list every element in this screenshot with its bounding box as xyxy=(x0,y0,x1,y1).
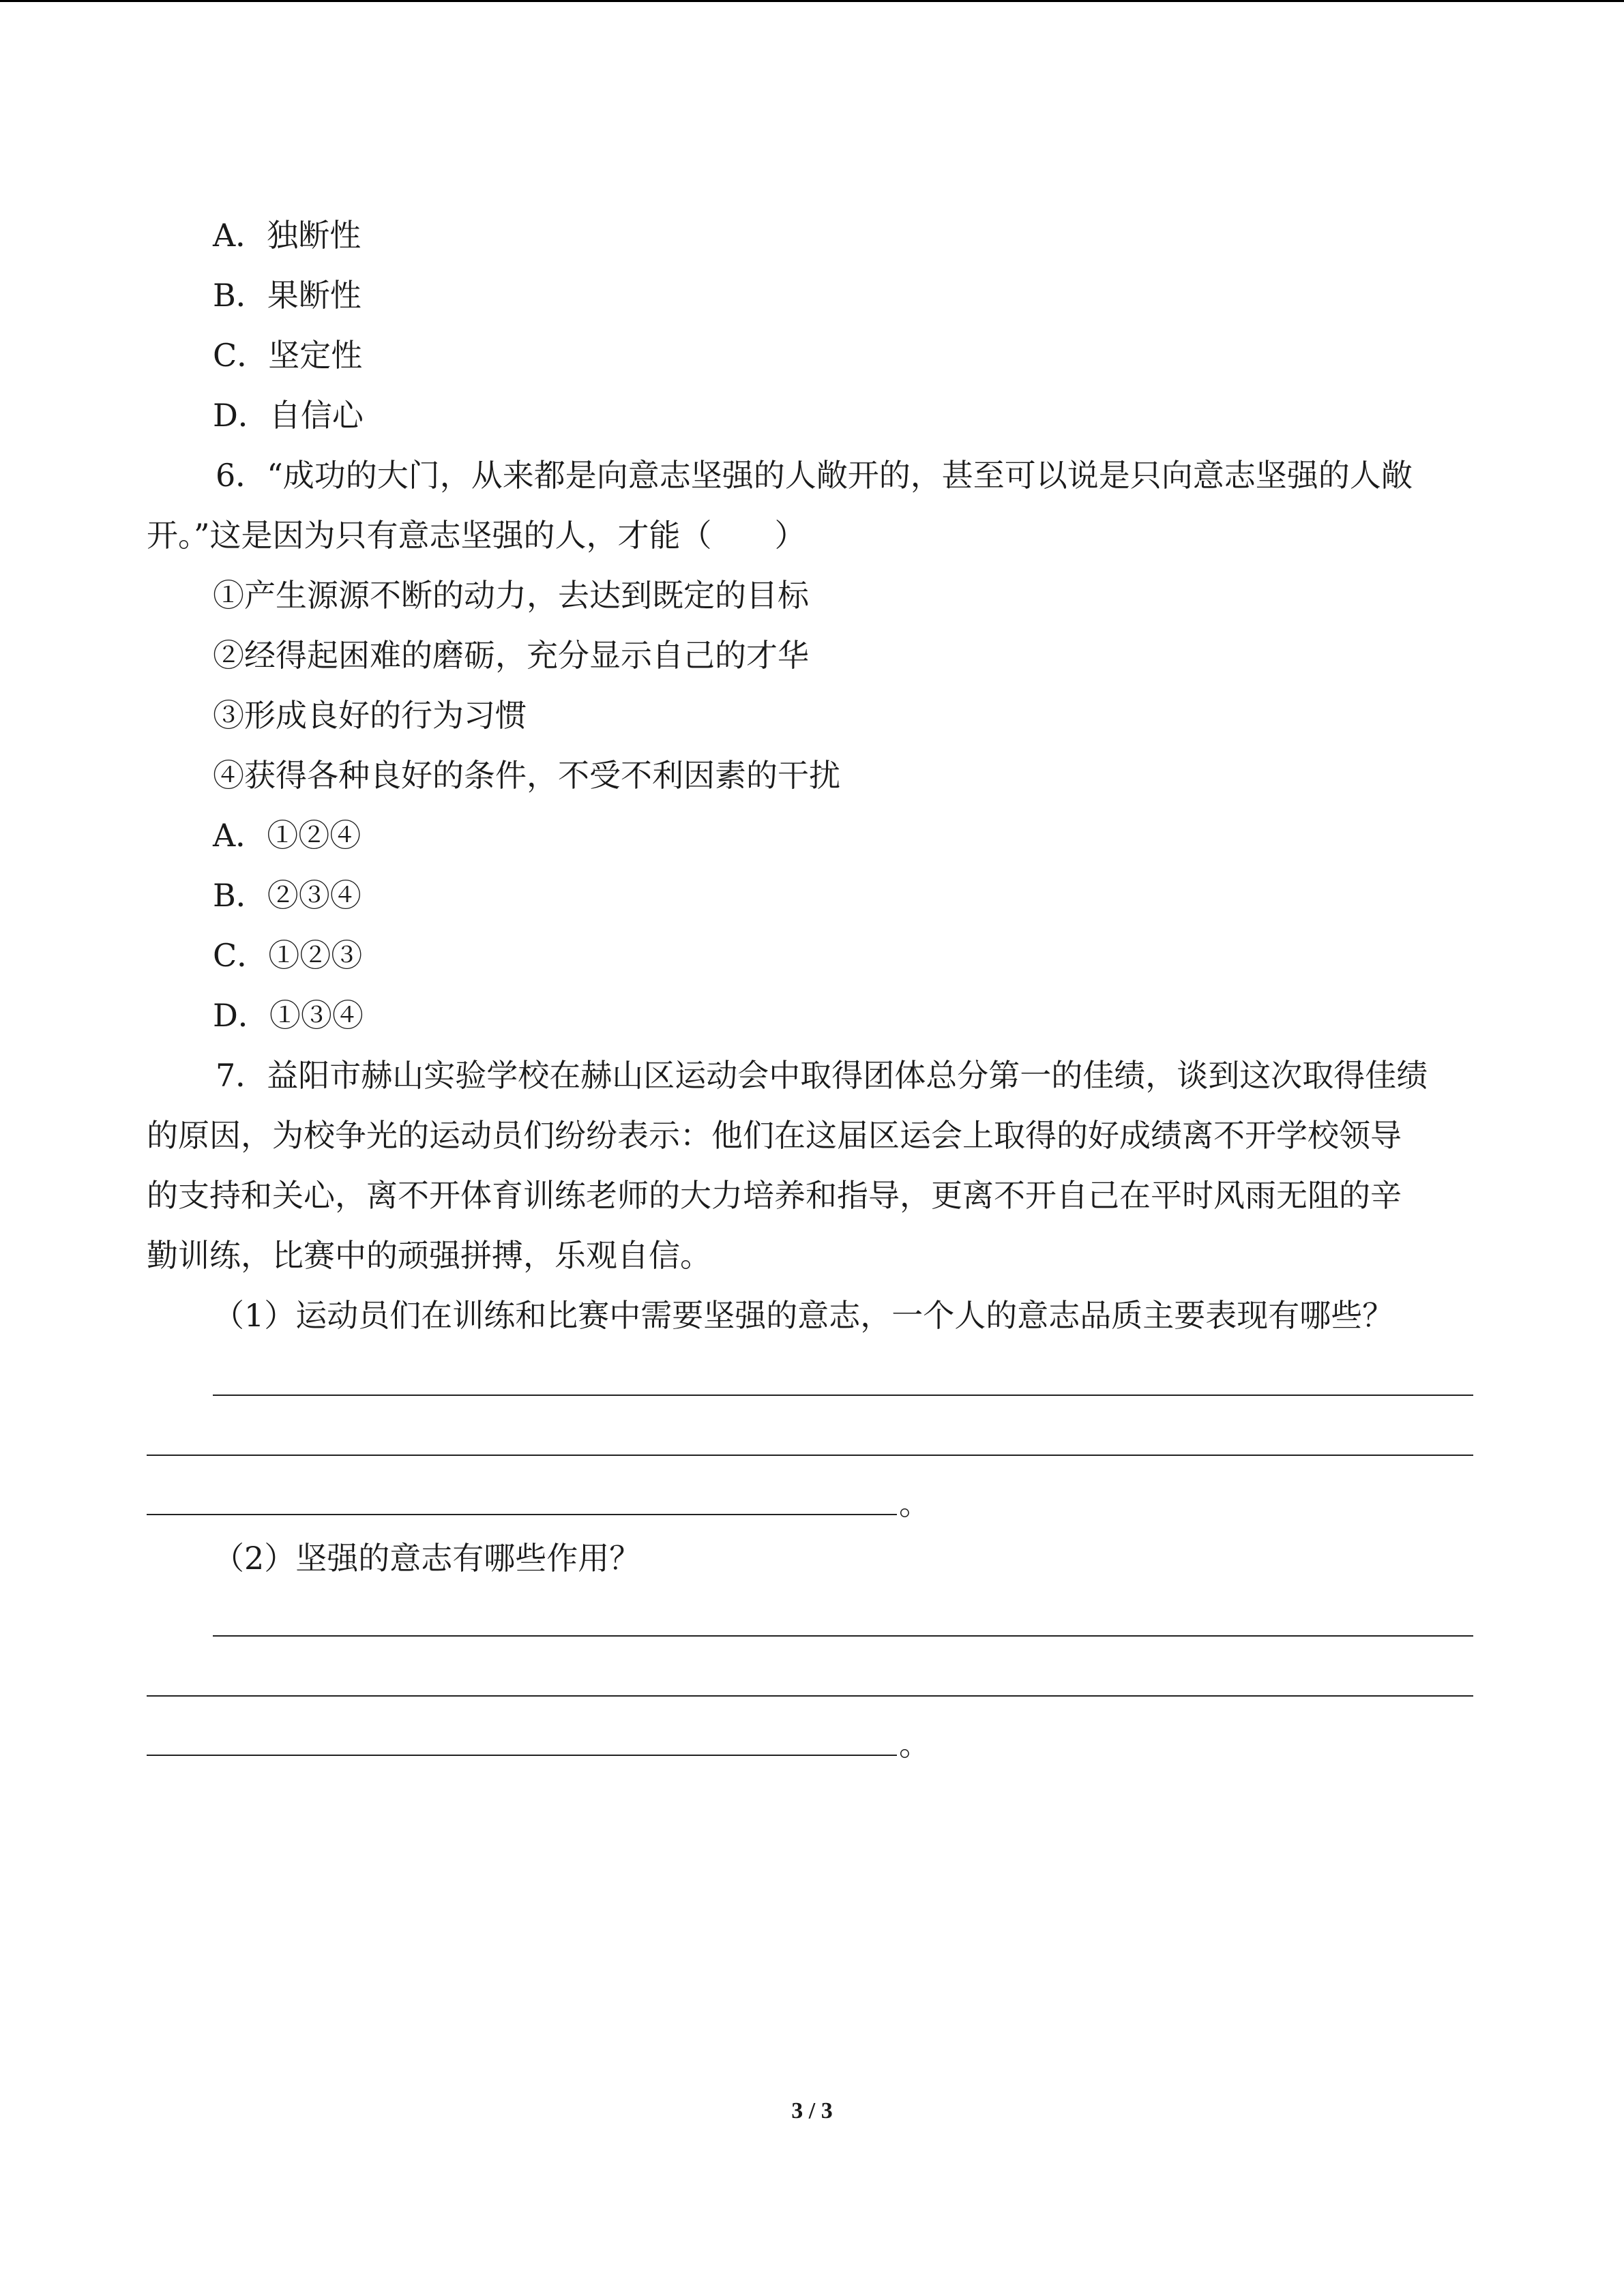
q6-option-a: A．①②④ xyxy=(213,817,361,854)
q6-statement-4: ④获得各种良好的条件，不受不利因素的干扰 xyxy=(213,757,840,794)
q5-option-c: C．坚定性 xyxy=(213,337,363,374)
q5-option-d: D．自信心 xyxy=(213,397,364,434)
page-number: 3 / 3 xyxy=(791,2098,833,2123)
q7-1-answer-blank-1[interactable] xyxy=(213,1395,1473,1396)
q6-stem-line-2: 开。”这是因为只有意志坚强的人，才能（ ） xyxy=(147,517,806,554)
q6-stem-line-1: 6．“成功的大门，从来都是向意志坚强的人敞开的，甚至可以说是只向意志坚强的人敞 xyxy=(216,457,1413,494)
q7-2-answer-blank-1[interactable] xyxy=(213,1635,1473,1637)
q6-option-c: C．①②③ xyxy=(213,937,363,974)
q7-stem-line-4: 勤训练，比赛中的顽强拼搏，乐观自信。 xyxy=(147,1237,711,1274)
q7-1-end-period: 。 xyxy=(899,1485,930,1522)
q6-statement-1: ①产生源源不断的动力，去达到既定的目标 xyxy=(213,577,809,614)
q5-option-b: B．果断性 xyxy=(213,277,361,314)
q7-stem-line-3: 的支持和关心，离不开体育训练老师的大力培养和指导，更离不开自己在平时风雨无阻的辛 xyxy=(147,1177,1402,1214)
q7-sub-question-1: （1）运动员们在训练和比赛中需要坚强的意志，一个人的意志品质主要表现有哪些？ xyxy=(213,1297,1394,1334)
q7-sub-question-2: （2）坚强的意志有哪些作用？ xyxy=(213,1540,641,1577)
q6-option-d: D．①③④ xyxy=(213,997,364,1034)
q6-statement-3: ③形成良好的行为习惯 xyxy=(213,697,527,734)
q6-option-b: B．②③④ xyxy=(213,877,361,914)
page-top-border xyxy=(0,0,1624,2)
q7-2-answer-blank-3[interactable] xyxy=(147,1755,897,1756)
q7-stem-line-2: 的原因，为校争光的运动员们纷纷表示：他们在这届区运会上取得的好成绩离不开学校领导 xyxy=(147,1117,1402,1154)
q5-option-a: A．独断性 xyxy=(213,217,361,254)
q6-statement-2: ②经得起困难的磨砺，充分显示自己的才华 xyxy=(213,637,809,674)
q7-2-answer-blank-2[interactable] xyxy=(147,1695,1473,1697)
q7-stem-line-1: 7．益阳市赫山实验学校在赫山区运动会中取得团体总分第一的佳绩，谈到这次取得佳绩 xyxy=(216,1057,1428,1094)
q7-1-answer-blank-3[interactable] xyxy=(147,1514,897,1515)
q7-2-end-period: 。 xyxy=(899,1726,930,1763)
q7-1-answer-blank-2[interactable] xyxy=(147,1455,1473,1456)
